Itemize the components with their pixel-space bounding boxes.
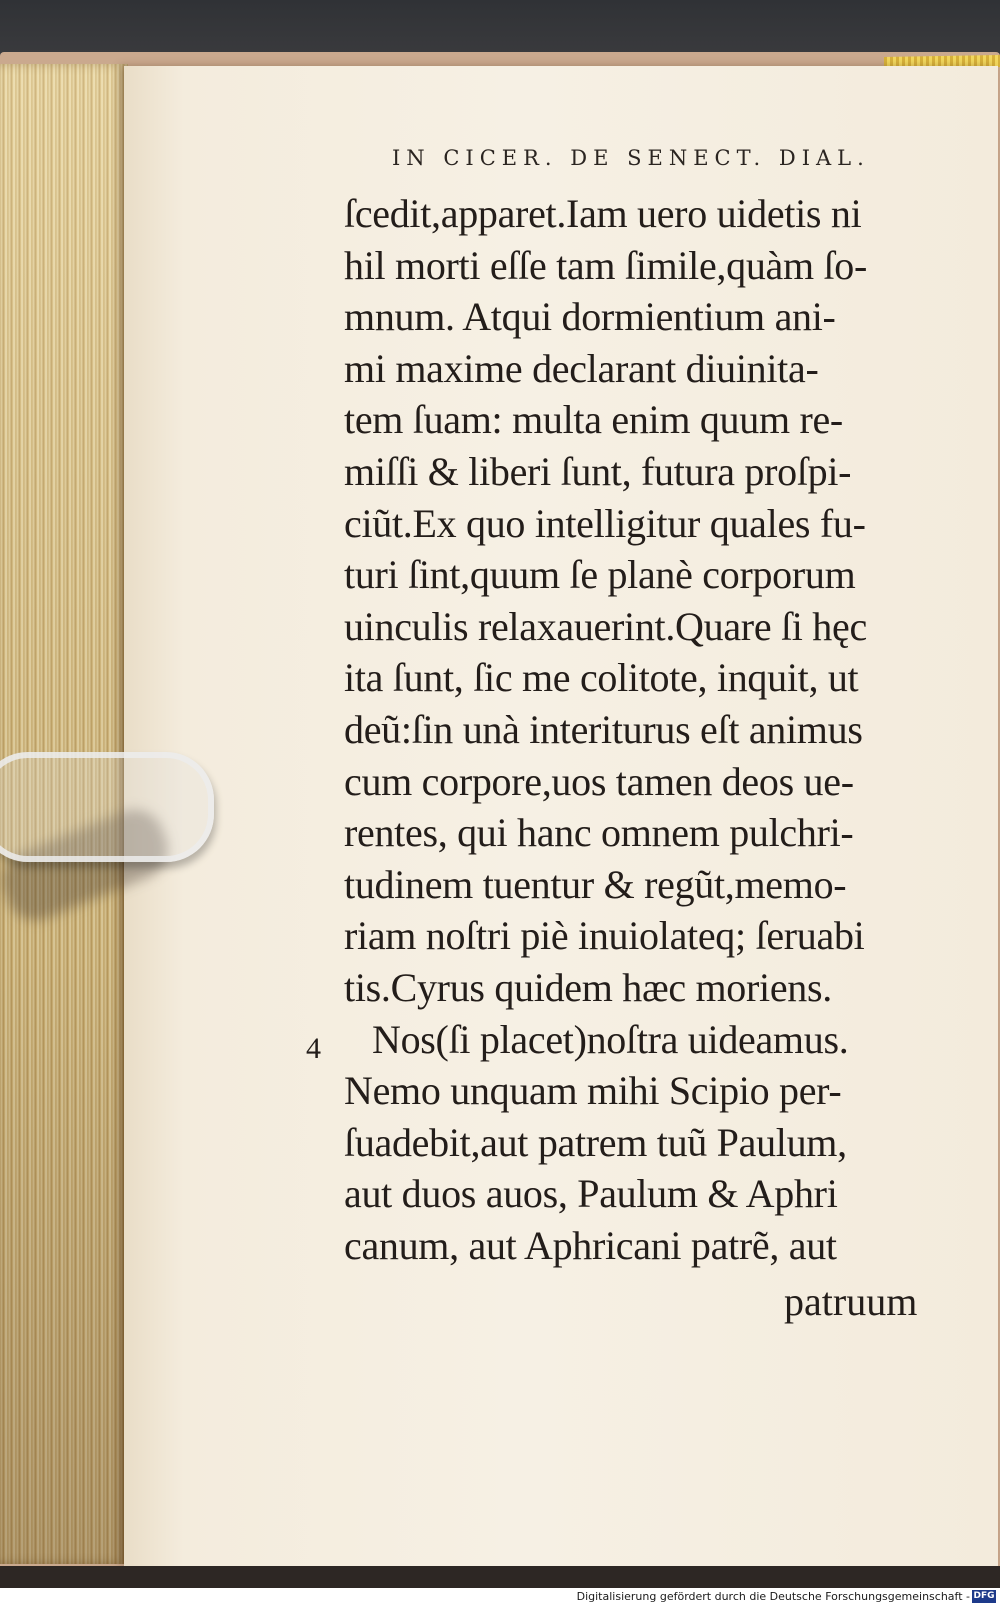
text-line: Nemo unquam mihi Scipio per-	[344, 1068, 842, 1114]
text-line: miſſi & liberi ſunt, futura proſpi-	[344, 448, 852, 494]
text-line: ſcedit,apparet.Iam uero uidetis ni	[344, 191, 862, 236]
text-line: Nos(ſi placet)noſtra uideamus.	[372, 1016, 849, 1062]
text-line: canum, aut Aphricani patrẽ, aut	[344, 1222, 837, 1268]
text-line: tudinem tuentur & regũt,memo-	[344, 861, 847, 907]
text-line: deũ:ſin unà interiturus eſt animus	[344, 706, 863, 752]
section-number: 4	[306, 1032, 321, 1065]
text-line: cum corpore,uos tamen deos ue-	[344, 758, 854, 804]
page-clip	[0, 752, 214, 862]
text-line: hil morti eſſe tam ſimile,quàm ſo-	[344, 242, 868, 288]
text-line: mi maxime declarant diuinita-	[344, 345, 819, 391]
background-bottom	[0, 1566, 1000, 1588]
catchword: patruum	[784, 1279, 918, 1324]
text-line: mnum. Atqui dormientium ani-	[344, 294, 836, 340]
footer-credit: Digitalisierung gefördert durch die Deutsche Forschungsgemeinschaft -	[576, 1590, 970, 1603]
text-line: rentes, qui hanc omnem pulchri-	[344, 810, 854, 856]
text-line: tis.Cyrus quidem hæc moriens.	[344, 964, 832, 1010]
running-head: IN CICER. DE SENECT. DIAL.	[392, 146, 870, 170]
text-line: ſuadebit,aut patrem tuũ Paulum,	[344, 1119, 847, 1165]
text-line: turi ſint,quum ſe planè corporum	[344, 552, 856, 598]
page-text	[344, 188, 944, 1271]
text-line: tem ſuam: multa enim quum re-	[344, 397, 843, 443]
text-line: aut duos auos, Paulum & Aphri	[344, 1171, 838, 1217]
text-line: ita ſunt, ſic me colitote, inquit, ut	[344, 655, 859, 701]
dfg-logo: DFG	[973, 1591, 995, 1601]
text-line: uinculis relaxauerint.Quare ſi hęc	[344, 603, 867, 649]
text-line: riam noſtri piè inuiolateq; ſeruabi	[344, 913, 865, 959]
text-line: ciũt.Ex quo intelligitur quales fu-	[344, 500, 866, 546]
